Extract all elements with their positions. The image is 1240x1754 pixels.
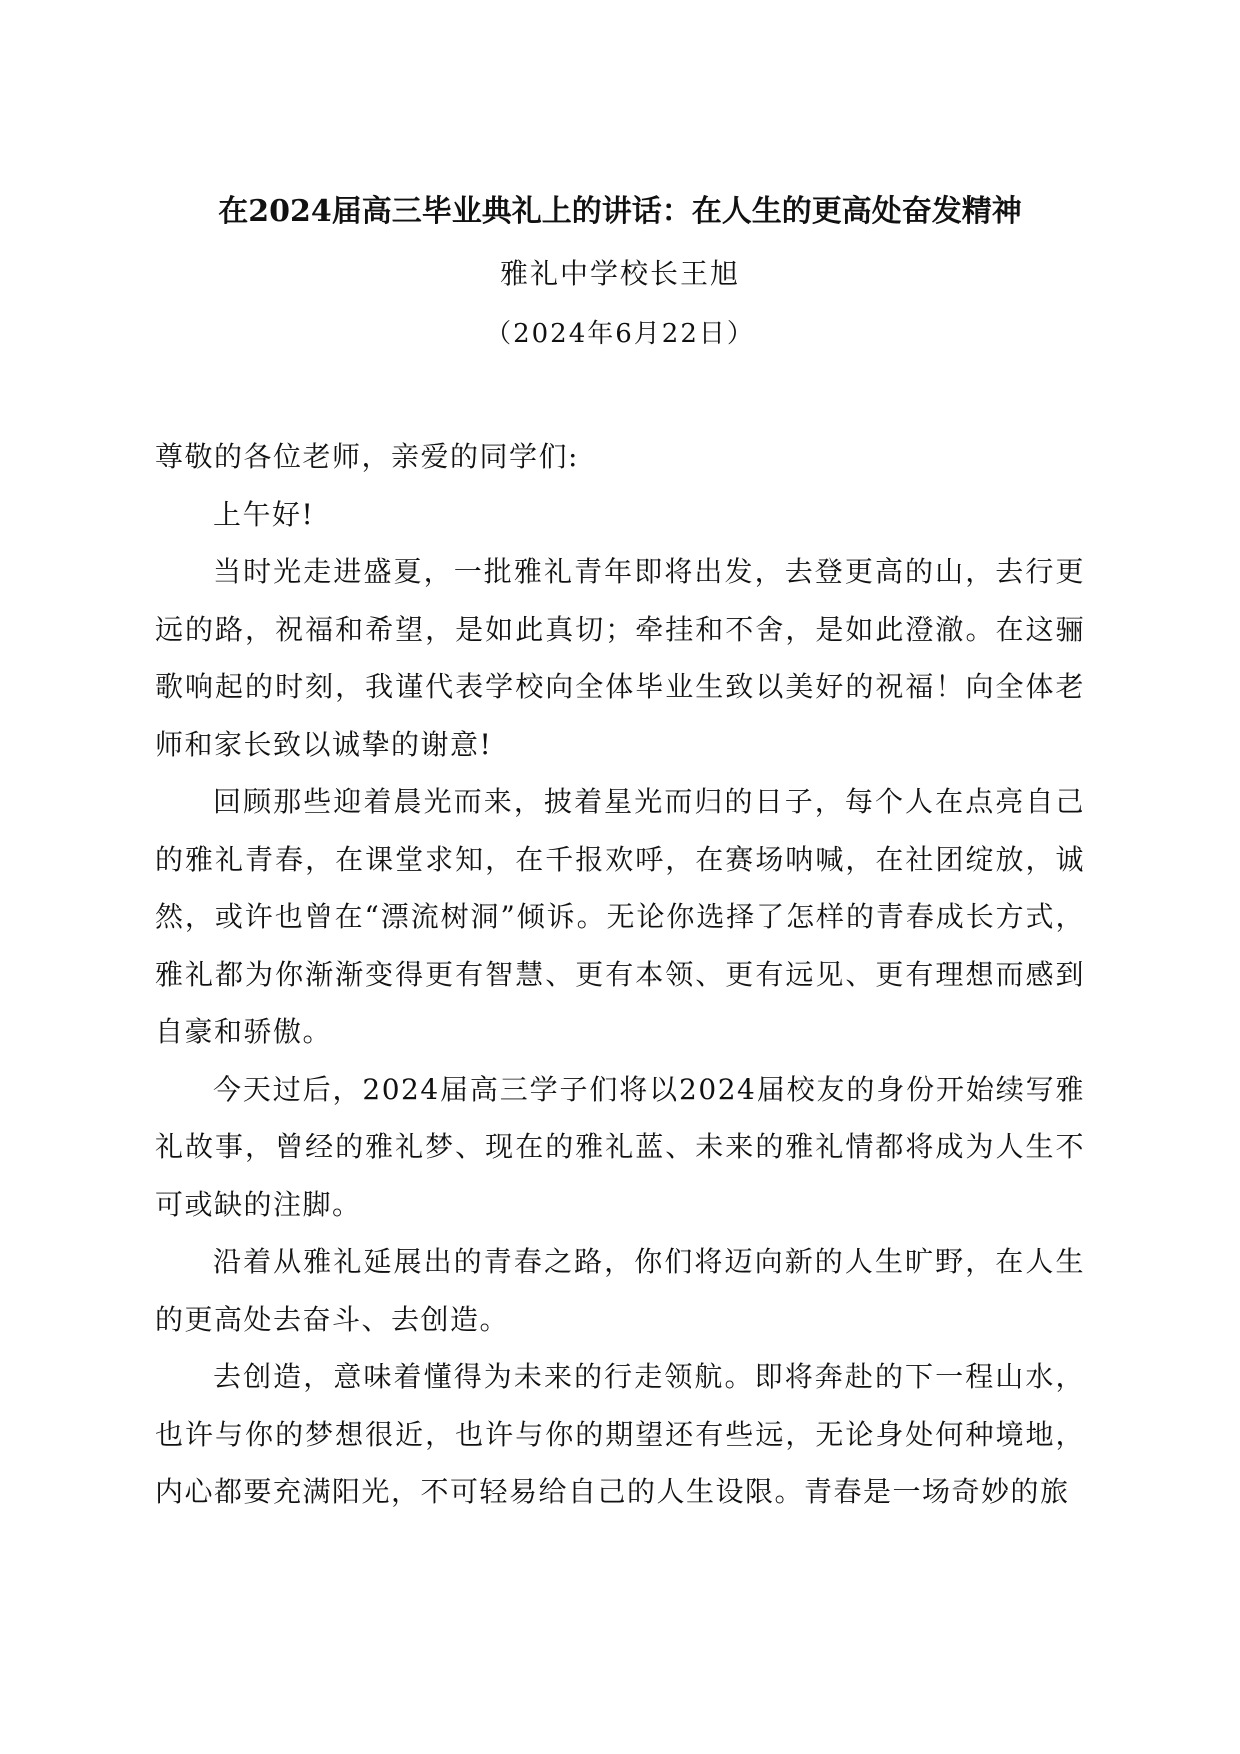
speech-date: （2024年6月22日）: [485, 319, 755, 349]
paragraph: 沿着从雅礼延展出的青春之路，你们将迈向新的人生旷野，在人生的更高处去奋斗、去创造。: [155, 1245, 1085, 1336]
speech-title: 在2024届高三毕业典礼上的讲话：在人生的更高处奋发精神: [218, 194, 1022, 229]
paragraph: 回顾那些迎着晨光而来，披着星光而归的日子，每个人在点亮自己的雅礼青春，在课堂求知，在千报欢呼，在赛场呐喊，在社团绽放，诚然，或许也曾在“漂流树洞”倾诉。无论你选择了怎样的青春成长方式，雅礼都为你渐渐变得更有智慧、更有本领、更有远见、更有理想而感到自豪和骄傲。: [155, 785, 1085, 1048]
salutation: 尊敬的各位老师，亲爱的同学们:: [155, 440, 579, 473]
speech-body: [155, 428, 1085, 1521]
paragraph: 今天过后，2024届高三学子们将以2024届校友的身份开始续写雅礼故事，曾经的雅礼梦、现在的雅礼蓝、未来的雅礼情都将成为人生不可或缺的注脚。: [155, 1072, 1085, 1221]
paragraph: 去创造，意味着懂得为未来的行走领航。即将奔赴的下一程山水，也许与你的梦想很近，也许与你的期望还有些远，无论身处何种境地，内心都要充满阳光，不可轻易给自己的人生设限。青春是一场奇妙的旅: [155, 1360, 1085, 1508]
paragraph: 当时光走进盛夏，一批雅礼青年即将出发，去登更高的山，去行更远的路，祝福和希望，是如此真切；牵挂和不舍，是如此澄澈。在这骊歌响起的时刻，我谨代表学校向全体毕业生致以美好的祝福！向全体老师和家长致以诚挚的谢意!: [155, 555, 1085, 761]
speech-author: 雅礼中学校长王旭: [499, 257, 740, 290]
paragraph-greeting: 上午好!: [213, 497, 315, 531]
